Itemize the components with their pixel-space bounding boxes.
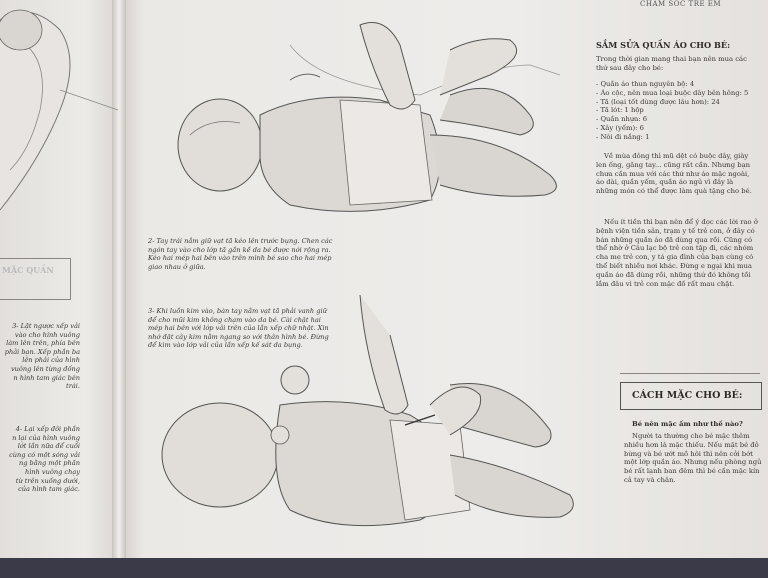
sidebar-paragraph-2: Nếu ít tiền thì bạn nên để ý đọc các lời rao ở bệnh viện tiền sản, trạm y tế trẻ con, ở đây có bán những quần áo đã dùng qua rồi. Cũng có thể nhờ ở Câu lạc bộ trẻ con tập đi, các nhóm cha mẹ trẻ con, y tá gia đình của bạn cùng có thể biết nhiều nơi khác. Đừng e ngại khi mua quần áo đã dùng rồi, những thứ đó không tồi lắm đâu vì trẻ con mặc đồ rất mau chật. [596,218,758,288]
baby-illustration-top [170,5,580,230]
left-box-label: MẶC QUẦN [2,265,54,275]
list-item: - Quần áo thun nguyên bộ: 4 [596,80,695,88]
sidebar-title: SẮM SỬA QUẦN ÁO CHO BÉ: [596,40,731,50]
section-title: CÁCH MẶC CHO BÉ: [632,390,743,401]
shopping-list [596,80,754,142]
list-item: - Áo cộc, nên mua loại buộc dây bên hông: 5 [596,88,749,97]
sidebar-paragraph-1: Về mùa đông thì mũ dệt có buộc dây, giày len ống, găng tay... cũng rất cần. Nhưng bạn chưa cần mua với các thứ như áo mặc ngoài, áo dài, quần yếm, quần áo ngủ vì đây là những món có thể được làm quà tặng cho bé. [596,152,752,196]
list-item: - Quần nhựa: 6 [596,115,648,124]
list-item: - Tã lót: 1 hộp [596,106,644,115]
left-step3-text: 3- Lật ngược xếp vải vào cho hình vuông làm lên trên, phía bên phải bạn. Xếp phần ba lên phải của hình vuông lên từng đống n hình tam giác bên trái. [4,322,80,391]
left-diaper-illustration [0,0,120,240]
sidebar-intro: Trong thời gian mang thai bạn nên mua các thứ sau đây cho bé: [596,55,747,72]
sidebar-paragraph-3: Người ta thường cho bé mặc thêm nhiều hơn là mặc thiếu. Nếu mặt bé đỏ bừng và bé ướt mồ hôi thì nên cởi bớt một lớp quần áo. Nhưng nếu phòng ngủ bé rất lạnh ban đêm thì bé cần mặc kín cả tay và chân. [624,432,762,484]
baby-illustration-bottom [150,255,590,545]
list-item: - Tã (loại tốt dùng được lâu hơn): 24 [596,97,720,106]
sub-title: Bé nên mặc ấm như thế nào? [632,420,743,428]
divider [620,373,760,374]
list-item: - Xây (yếm): 6 [596,123,644,132]
table-surface [0,558,768,578]
left-step4-text: 4- Lại xếp đôi phần n lại của hình vuông lớt lần nữa để cuối cùng có một sóng vải ng bằng một phần hình vuông chạy từ trên xuống dưới, của hình tam giác. [9,425,80,494]
list-item: - Nôi đi nắng: 1 [596,132,650,141]
caption-step2: 2- Tay trái nắm giữ vạt tã kéo lên trước bụng. Chen các ngón tay vào cho lớp tã gần kề da bé được nới rộng ra. Kéo hai mép hai bên vào trên mình bé sao cho hai mép giao nhau ở giữa. [148,237,333,271]
caption-step3: 3- Khi luồn kim vào, bàn tay nắm vạt tã phải vanh giữ để cho mũi kim không chạm vào da bé. Cài chặt hai mép hai bên với lớp vải trên của lần xếp chữ nhật. Xin nhớ đặt cây kim nằm ngang so với thân hình bé. Đừng để kim vào lớp vải của lần xếp kế sát da bụng. [148,307,329,350]
running-title: CHĂM SÓC TRẺ EM [640,0,722,8]
